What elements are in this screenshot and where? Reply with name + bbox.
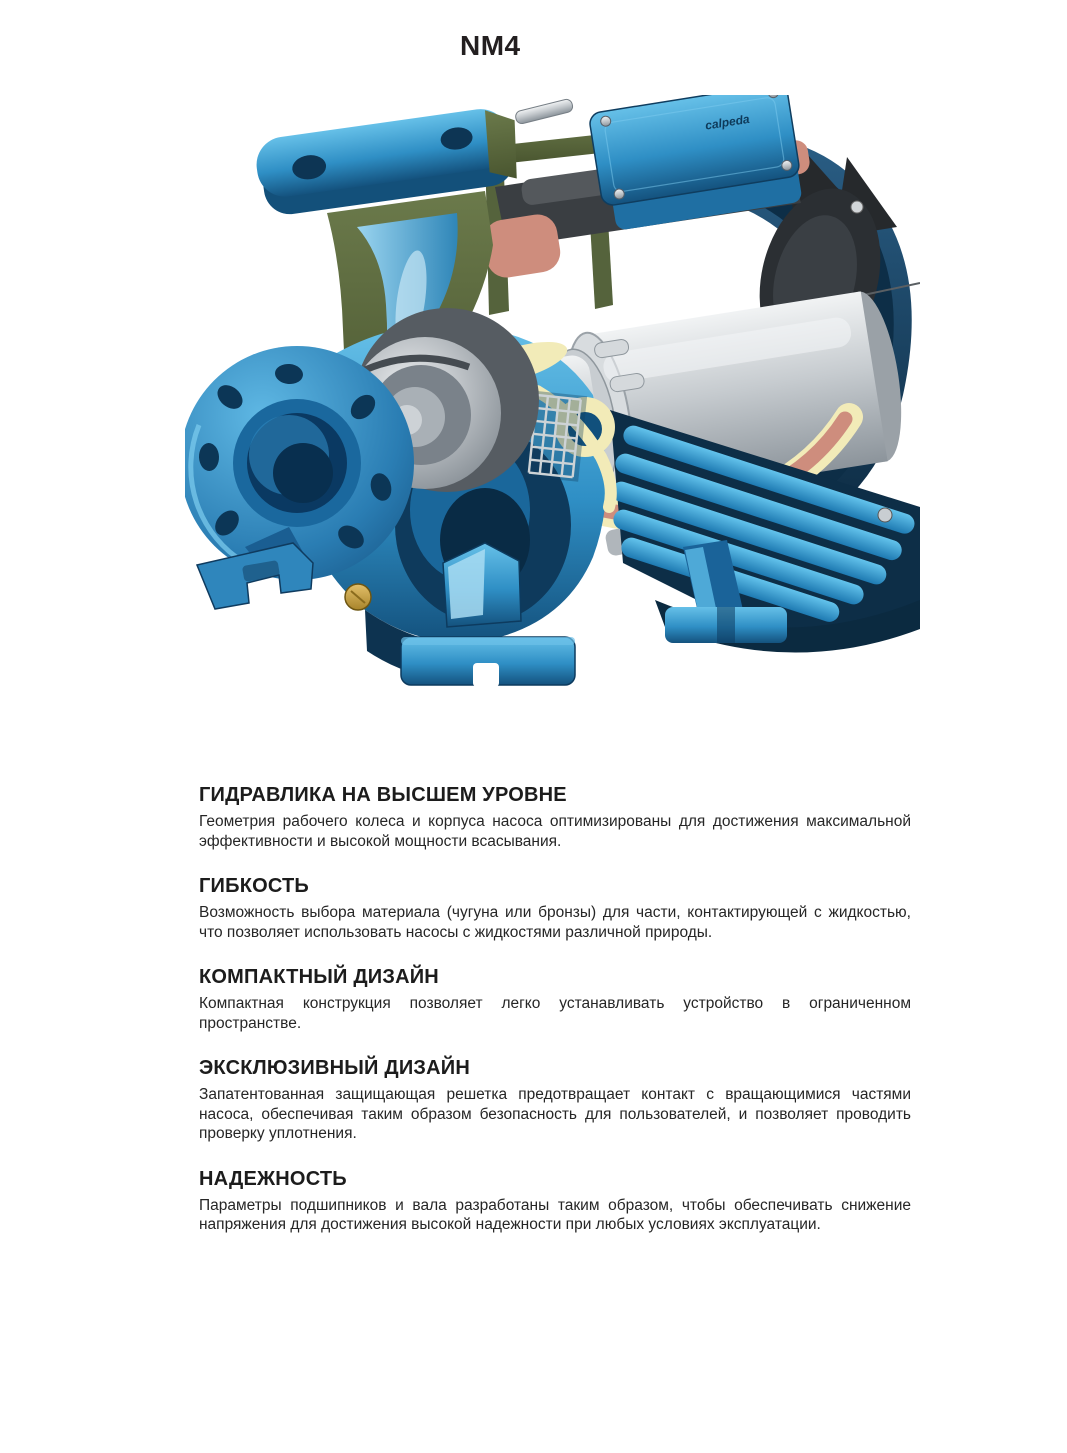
feature-body: Геометрия рабочего колеса и корпуса насоса оптимизированы для достижения максимальной эффективности и высокой мощности всасывания. [199,813,911,850]
feature-section-reliability [199,1168,911,1235]
feature-section-flexibility [199,875,911,942]
feature-body: Параметры подшипников и вала разработаны таким образом, чтобы обеспечивать снижение напряжения для достижения высокой надежности при любых условиях эксплуатации. [199,1196,911,1233]
feature-heading: ГИДРАВЛИКА НА ВЫСШЕМ УРОВНЕ [199,784,567,806]
feature-body: Компактная конструкция позволяет легко устанавливать устройство в ограниченном пространстве. [199,995,911,1032]
feature-body: Запатентованная защищающая решетка предотвращает контакт с вращающимися частями насоса, обеспечивая таким образом безопасность для пользователей, и позволяет проводить проверку уплотнения. [199,1086,911,1142]
feature-heading: КОМПАКТНЫЙ ДИЗАЙН [199,966,439,988]
pump-cutaway-figure [185,95,920,695]
screw-icon [851,201,863,213]
feature-body: Возможность выбора материала (чугуна или бронзы) для части, контактирующей с жидкостью, что позволяет использовать насосы с жидкостями различной природы. [199,904,911,941]
feature-section-compact-design [199,966,911,1033]
feature-list [199,784,911,1259]
feature-heading: ЭКСКЛЮЗИВНЫЙ ДИЗАЙН [199,1057,470,1079]
bolt-icon [514,98,573,125]
brand-logo: calpeda [704,111,751,133]
feature-section-exclusive-design [199,1057,911,1144]
drain-plug [345,584,371,610]
feature-heading: НАДЕЖНОСТЬ [199,1167,347,1190]
screw-icon [878,508,892,522]
suction-flange [185,346,414,580]
feature-section-hydraulics [199,784,911,851]
page-title: NM4 [460,30,521,61]
feature-heading: ГИБКОСТЬ [199,875,309,897]
pump-cutaway-illustration [185,95,920,695]
